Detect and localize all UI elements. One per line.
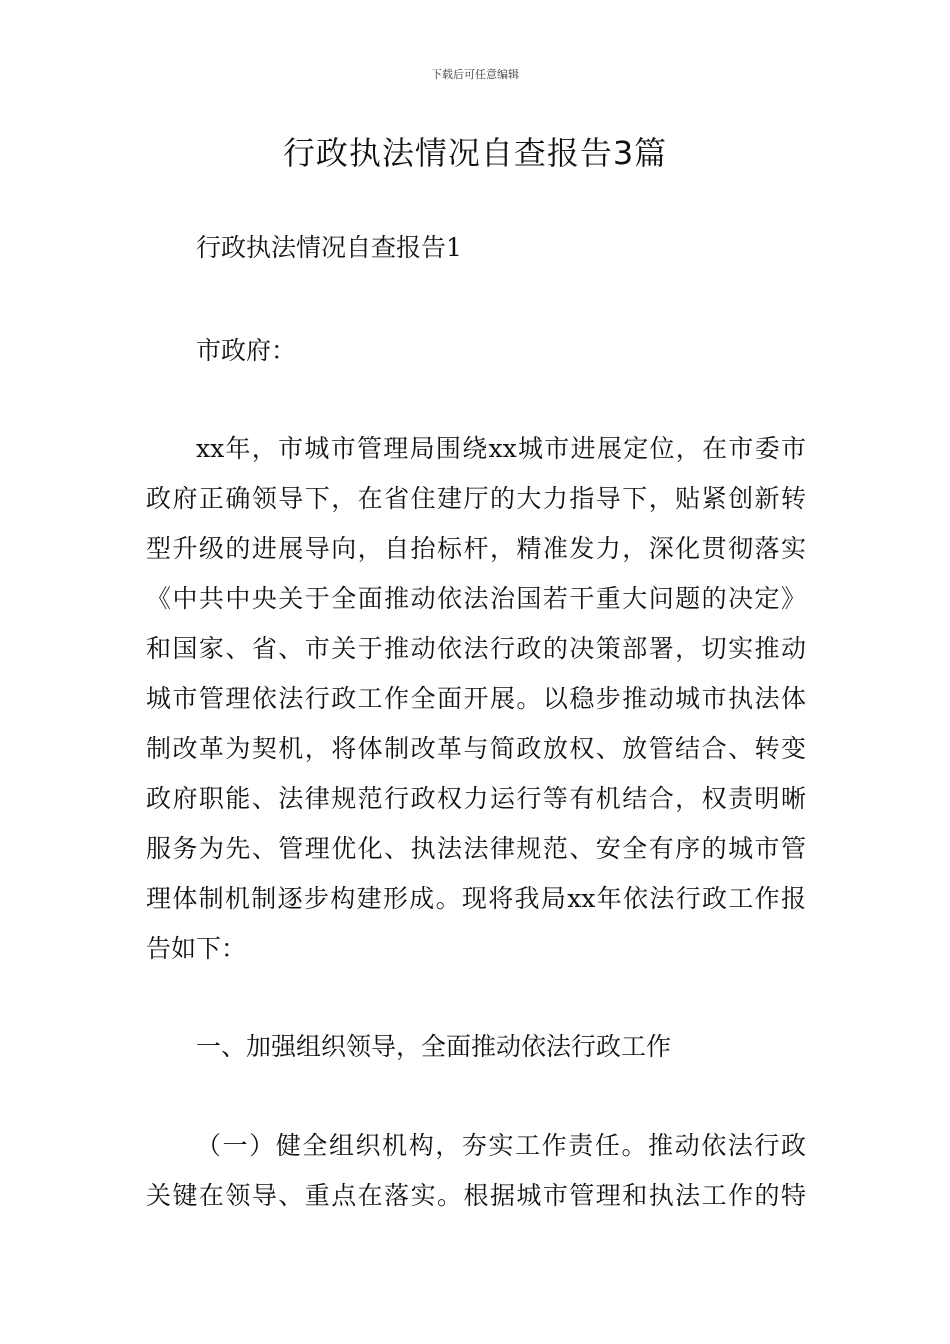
header-note: 下载后可任意编辑 bbox=[431, 68, 519, 81]
paragraph-line: 制改革为契机，将体制改革与简政放权、放管结合、转变 bbox=[146, 734, 806, 763]
body-paragraph-2 bbox=[146, 1130, 806, 1230]
report-subtitle: 行政执法情况自查报告1 bbox=[196, 233, 462, 262]
paragraph-line: 政府正确领导下，在省住建厅的大力指导下，贴紧创新转 bbox=[146, 484, 806, 513]
document-title: 行政执法情况自查报告3篇 bbox=[282, 134, 668, 172]
section-heading-1: 一、加强组织领导，全面推动依法行政工作 bbox=[196, 1032, 672, 1061]
paragraph-line: 《中共中央关于全面推动依法治国若干重大问题的决定》 bbox=[146, 584, 806, 613]
paragraph-line: 关键在领导、重点在落实。根据城市管理和执法工作的特 bbox=[146, 1181, 806, 1210]
paragraph-line: 告如下： bbox=[146, 934, 247, 963]
paragraph-line: xx年，市城市管理局围绕xx城市进展定位，在市委市 bbox=[196, 434, 806, 463]
paragraph-line: 政府职能、法律规范行政权力运行等有机结合，权责明晰 bbox=[146, 784, 806, 813]
paragraph-line: 城市管理依法行政工作全面开展。以稳步推动城市执法体 bbox=[146, 684, 806, 713]
paragraph-line: 型升级的进展导向，自抬标杆，精准发力，深化贯彻落实 bbox=[146, 534, 806, 563]
paragraph-line: 服务为先、管理优化、执法法律规范、安全有序的城市管 bbox=[146, 834, 806, 863]
paragraph-line: 理体制机制逐步构建形成。现将我局xx年依法行政工作报 bbox=[146, 884, 806, 913]
salutation: 市政府： bbox=[196, 336, 297, 365]
body-paragraph-1 bbox=[146, 433, 806, 983]
paragraph-line: 和国家、省、市关于推动依法行政的决策部署，切实推动 bbox=[146, 634, 806, 663]
paragraph-line: （一）健全组织机构，夯实工作责任。推动依法行政 bbox=[196, 1131, 806, 1160]
